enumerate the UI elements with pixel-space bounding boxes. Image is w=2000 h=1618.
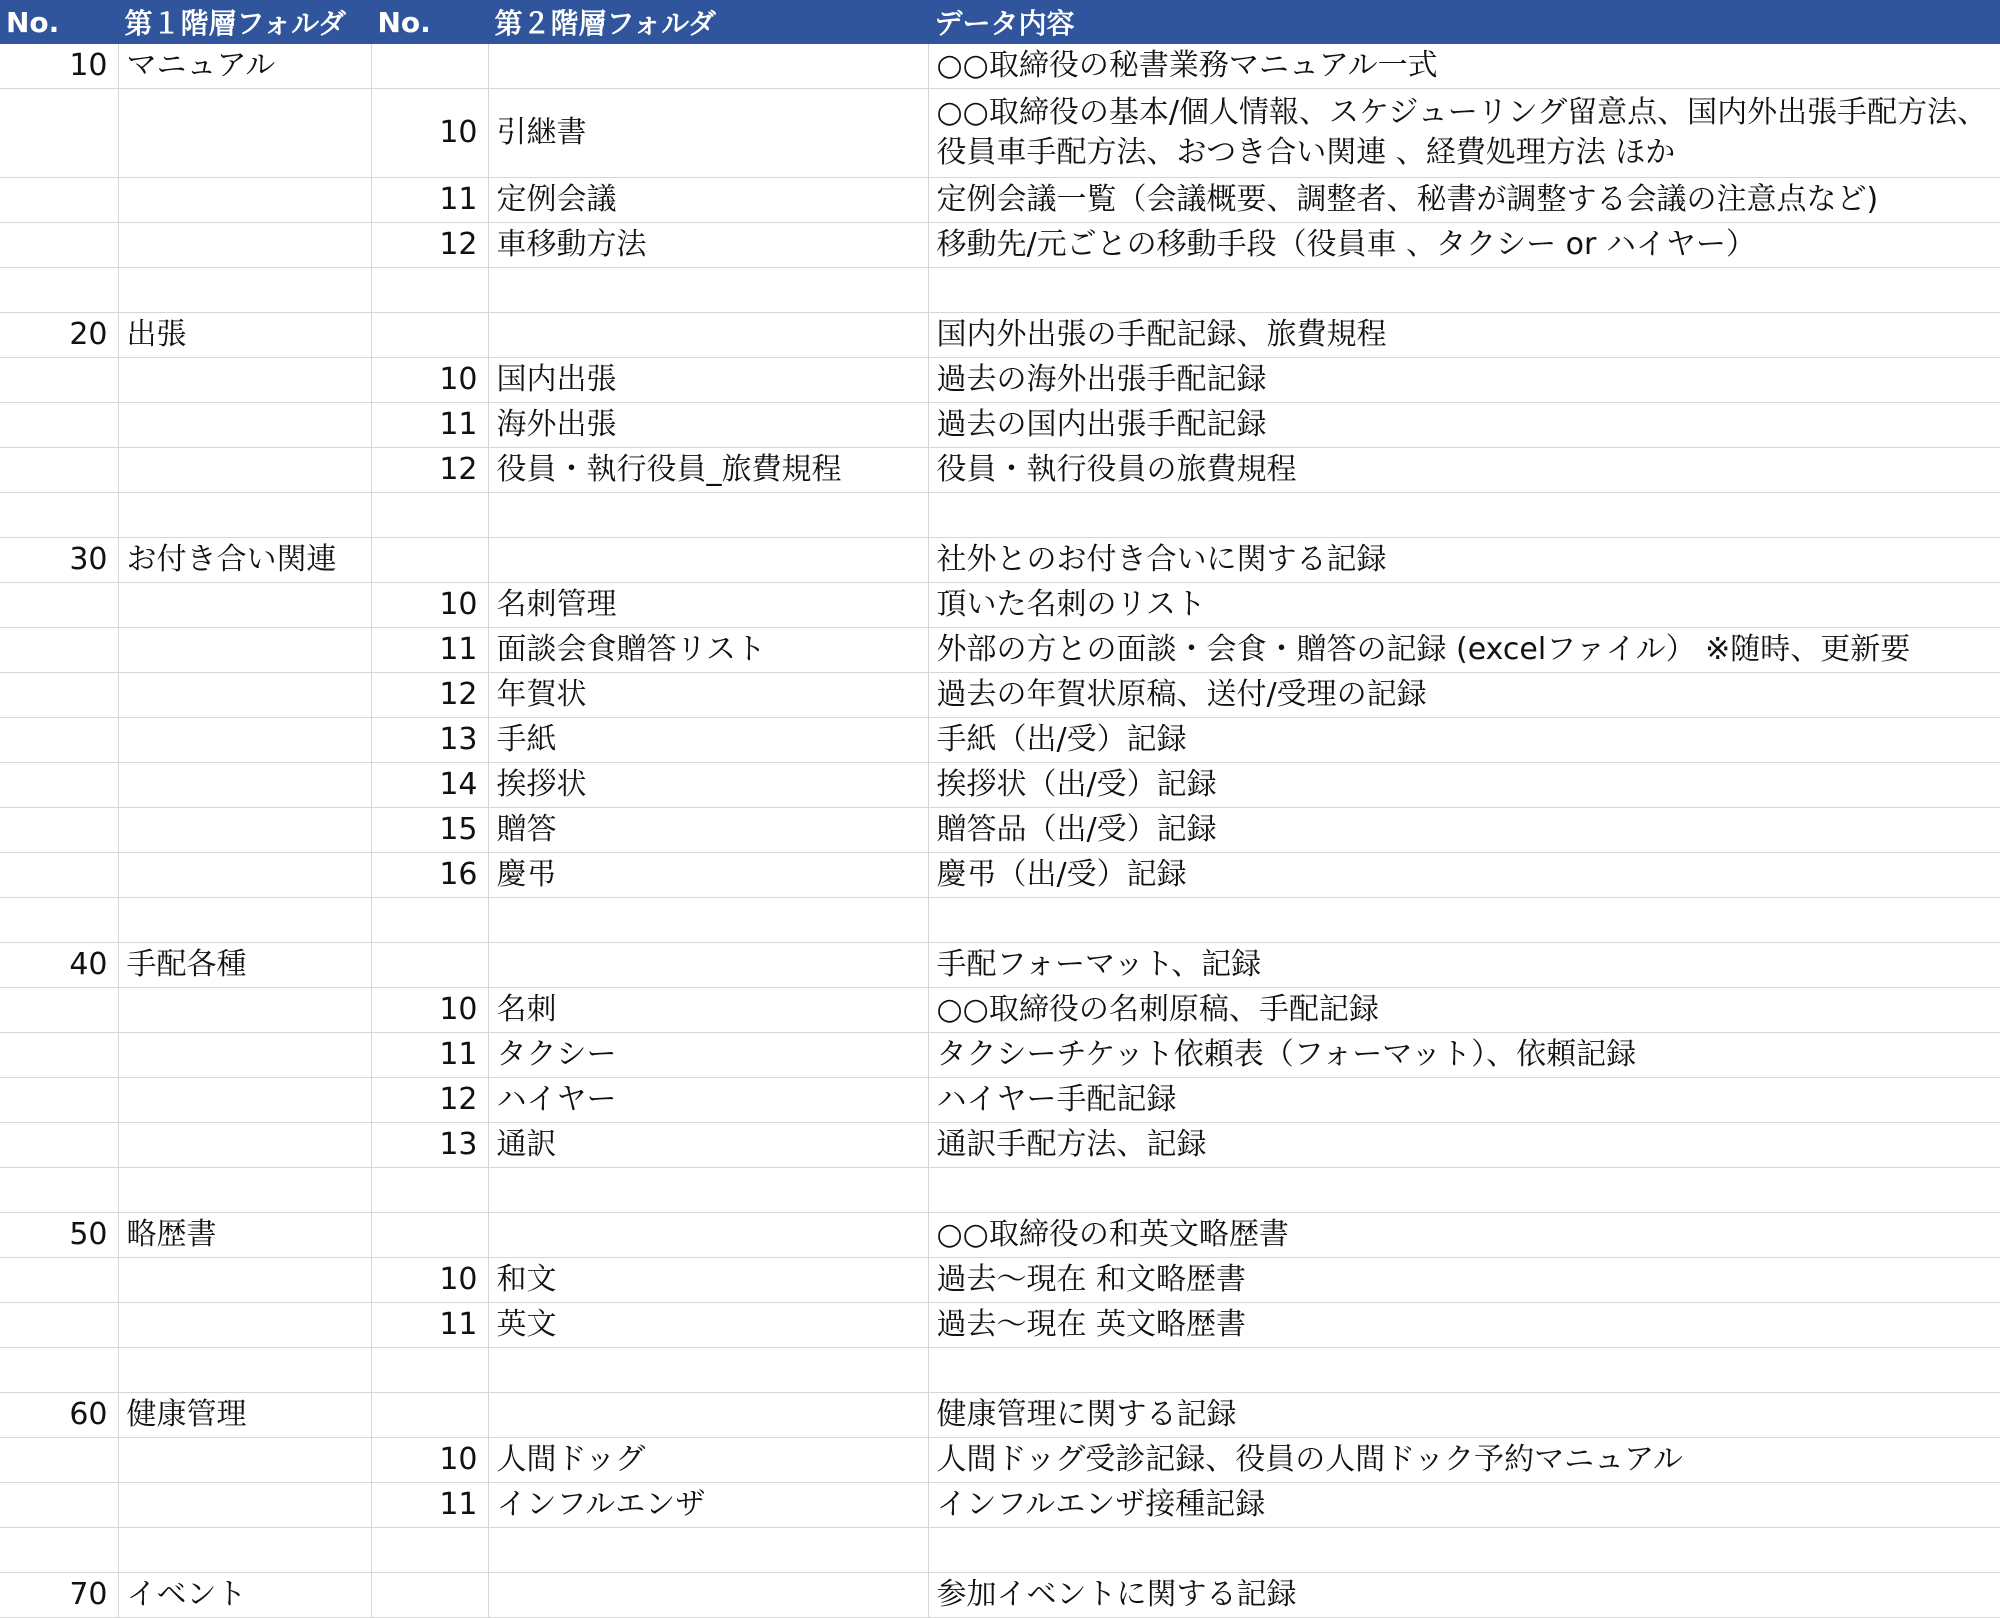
cell-no2: 11 xyxy=(371,1303,488,1348)
cell-content: 過去の国内出張手配記録 xyxy=(928,403,2000,448)
cell-no1 xyxy=(0,1078,118,1123)
table-row xyxy=(0,808,2000,853)
cell-no1 xyxy=(0,1303,118,1348)
table-row xyxy=(0,1393,2000,1438)
cell-no1 xyxy=(0,358,118,403)
table-row xyxy=(0,718,2000,763)
cell-folder2: 年賀状 xyxy=(488,673,928,718)
cell-no1 xyxy=(0,988,118,1033)
cell-folder2 xyxy=(488,493,928,538)
table-row xyxy=(0,1483,2000,1528)
table-row xyxy=(0,493,2000,538)
cell-no2: 10 xyxy=(371,583,488,628)
cell-folder2 xyxy=(488,1213,928,1258)
cell-no2: 12 xyxy=(371,673,488,718)
table-row xyxy=(0,1123,2000,1168)
cell-folder2: 車移動方法 xyxy=(488,223,928,268)
table-row xyxy=(0,988,2000,1033)
cell-folder1: 略歴書 xyxy=(118,1213,371,1258)
cell-folder1: お付き合い関連 xyxy=(118,538,371,583)
cell-folder1 xyxy=(118,178,371,223)
cell-no2: 16 xyxy=(371,853,488,898)
cell-no2 xyxy=(371,1168,488,1213)
cell-content: 移動先/元ごとの移動手段（役員車 、タクシー or ハイヤー） xyxy=(928,223,2000,268)
cell-no1: 40 xyxy=(0,943,118,988)
cell-no2 xyxy=(371,493,488,538)
table-row xyxy=(0,313,2000,358)
table-row xyxy=(0,1573,2000,1618)
cell-folder1 xyxy=(118,268,371,313)
cell-folder2: 慶弔 xyxy=(488,853,928,898)
cell-content: 贈答品（出/受）記録 xyxy=(928,808,2000,853)
cell-folder2: 国内出張 xyxy=(488,358,928,403)
cell-no2 xyxy=(371,1348,488,1393)
cell-folder1 xyxy=(118,358,371,403)
cell-content: 手配フォーマット、記録 xyxy=(928,943,2000,988)
cell-no2: 12 xyxy=(371,1078,488,1123)
cell-folder1 xyxy=(118,763,371,808)
cell-folder2: 海外出張 xyxy=(488,403,928,448)
cell-content: 参加イベントに関する記録 xyxy=(928,1573,2000,1618)
cell-no2: 12 xyxy=(371,223,488,268)
cell-content: 手紙（出/受）記録 xyxy=(928,718,2000,763)
table-row xyxy=(0,538,2000,583)
cell-no1 xyxy=(0,448,118,493)
cell-no1 xyxy=(0,178,118,223)
cell-no2 xyxy=(371,898,488,943)
cell-folder1 xyxy=(118,1033,371,1078)
cell-content: 頂いた名刺のリスト xyxy=(928,583,2000,628)
cell-content: ○○取締役の秘書業務マニュアル一式 xyxy=(928,44,2000,89)
cell-content: 外部の方との面談・会食・贈答の記録 (excelファイル） ※随時、更新要 xyxy=(928,628,2000,673)
cell-no2: 13 xyxy=(371,1123,488,1168)
cell-folder1 xyxy=(118,1528,371,1573)
cell-no2: 11 xyxy=(371,1033,488,1078)
table-row xyxy=(0,1258,2000,1303)
cell-no1 xyxy=(0,898,118,943)
cell-no1 xyxy=(0,628,118,673)
cell-no2 xyxy=(371,1213,488,1258)
cell-content: タクシーチケット依頼表（フォーマット）、依頼記録 xyxy=(928,1033,2000,1078)
table-row xyxy=(0,1438,2000,1483)
table-row xyxy=(0,1033,2000,1078)
cell-no1 xyxy=(0,493,118,538)
cell-folder1 xyxy=(118,853,371,898)
cell-content xyxy=(928,493,2000,538)
table-row xyxy=(0,1168,2000,1213)
cell-folder1 xyxy=(118,673,371,718)
table-row xyxy=(0,1213,2000,1258)
table-row xyxy=(0,44,2000,89)
cell-content: インフルエンザ接種記録 xyxy=(928,1483,2000,1528)
cell-folder2 xyxy=(488,943,928,988)
cell-folder2: 人間ドッグ xyxy=(488,1438,928,1483)
cell-content: 通訳手配方法、記録 xyxy=(928,1123,2000,1168)
cell-no2: 15 xyxy=(371,808,488,853)
cell-no1 xyxy=(0,718,118,763)
cell-folder1 xyxy=(118,1168,371,1213)
cell-content: 役員・執行役員の旅費規程 xyxy=(928,448,2000,493)
cell-content: ○○取締役の和英文略歴書 xyxy=(928,1213,2000,1258)
cell-folder2 xyxy=(488,898,928,943)
cell-folder2 xyxy=(488,44,928,89)
cell-folder2 xyxy=(488,1528,928,1573)
table-row xyxy=(0,358,2000,403)
table-row xyxy=(0,1348,2000,1393)
cell-content: 過去～現在 英文略歴書 xyxy=(928,1303,2000,1348)
cell-no2: 11 xyxy=(371,628,488,673)
cell-content xyxy=(928,1168,2000,1213)
cell-folder2: 定例会議 xyxy=(488,178,928,223)
table-row xyxy=(0,268,2000,313)
cell-content xyxy=(928,1348,2000,1393)
cell-no2: 11 xyxy=(371,178,488,223)
cell-content: ハイヤー手配記録 xyxy=(928,1078,2000,1123)
cell-folder1: 手配各種 xyxy=(118,943,371,988)
cell-content xyxy=(928,898,2000,943)
cell-no1 xyxy=(0,583,118,628)
cell-folder2: 挨拶状 xyxy=(488,763,928,808)
cell-no2: 13 xyxy=(371,718,488,763)
cell-folder2: 名刺 xyxy=(488,988,928,1033)
cell-content: 過去の年賀状原稿、送付/受理の記録 xyxy=(928,673,2000,718)
cell-no1 xyxy=(0,673,118,718)
cell-content: ○○取締役の基本/個人情報、スケジューリング留意点、国内外出張手配方法、役員車手配方法、おつき合い関連 、経費処理方法 ほか xyxy=(928,89,2000,178)
cell-folder2 xyxy=(488,1348,928,1393)
cell-folder2: 通訳 xyxy=(488,1123,928,1168)
table-body xyxy=(0,44,2000,1618)
cell-no1: 10 xyxy=(0,44,118,89)
cell-content xyxy=(928,1528,2000,1573)
cell-folder1 xyxy=(118,1258,371,1303)
cell-no1: 50 xyxy=(0,1213,118,1258)
cell-no1: 30 xyxy=(0,538,118,583)
cell-no1 xyxy=(0,1168,118,1213)
cell-no2: 11 xyxy=(371,1483,488,1528)
cell-no2: 10 xyxy=(371,1438,488,1483)
table-row xyxy=(0,628,2000,673)
header-folder1: 第１階層フォルダ xyxy=(118,0,371,44)
table-row xyxy=(0,763,2000,808)
cell-no1 xyxy=(0,1528,118,1573)
cell-no1 xyxy=(0,403,118,448)
cell-no2: 10 xyxy=(371,1258,488,1303)
cell-content: ○○取締役の名刺原稿、手配記録 xyxy=(928,988,2000,1033)
cell-folder1 xyxy=(118,1483,371,1528)
cell-no2 xyxy=(371,1393,488,1438)
cell-no1 xyxy=(0,268,118,313)
cell-folder2: ハイヤー xyxy=(488,1078,928,1123)
cell-no1: 20 xyxy=(0,313,118,358)
cell-no1 xyxy=(0,1438,118,1483)
cell-folder1 xyxy=(118,403,371,448)
cell-content: 挨拶状（出/受）記録 xyxy=(928,763,2000,808)
cell-folder1 xyxy=(118,448,371,493)
cell-no1: 60 xyxy=(0,1393,118,1438)
cell-folder2: 役員・執行役員_旅費規程 xyxy=(488,448,928,493)
table-row xyxy=(0,403,2000,448)
cell-content: 過去～現在 和文略歴書 xyxy=(928,1258,2000,1303)
cell-folder1 xyxy=(118,1303,371,1348)
cell-folder2 xyxy=(488,268,928,313)
cell-no2 xyxy=(371,268,488,313)
cell-content: 国内外出張の手配記録、旅費規程 xyxy=(928,313,2000,358)
cell-no2 xyxy=(371,1528,488,1573)
cell-no2 xyxy=(371,44,488,89)
cell-folder1 xyxy=(118,808,371,853)
cell-folder2: 面談会食贈答リスト xyxy=(488,628,928,673)
cell-content: 過去の海外出張手配記録 xyxy=(928,358,2000,403)
cell-folder2 xyxy=(488,313,928,358)
cell-no1 xyxy=(0,223,118,268)
cell-content: 定例会議一覧（会議概要、調整者、秘書が調整する会議の注意点など) xyxy=(928,178,2000,223)
cell-folder1 xyxy=(118,1078,371,1123)
cell-folder2: 手紙 xyxy=(488,718,928,763)
cell-content: 健康管理に関する記録 xyxy=(928,1393,2000,1438)
cell-no2: 10 xyxy=(371,988,488,1033)
cell-folder2 xyxy=(488,538,928,583)
cell-folder1: 出張 xyxy=(118,313,371,358)
cell-no2: 10 xyxy=(371,358,488,403)
table-row xyxy=(0,89,2000,178)
cell-no1 xyxy=(0,89,118,178)
table-row xyxy=(0,583,2000,628)
table-row xyxy=(0,223,2000,268)
cell-no1 xyxy=(0,1123,118,1168)
cell-no2: 14 xyxy=(371,763,488,808)
cell-content: 人間ドッグ受診記録、役員の人間ドック予約マニュアル xyxy=(928,1438,2000,1483)
table-row xyxy=(0,1078,2000,1123)
cell-content: 慶弔（出/受）記録 xyxy=(928,853,2000,898)
cell-folder2: 名刺管理 xyxy=(488,583,928,628)
cell-no1 xyxy=(0,1348,118,1393)
cell-folder2 xyxy=(488,1573,928,1618)
cell-no2 xyxy=(371,943,488,988)
cell-folder1: イベント xyxy=(118,1573,371,1618)
cell-no1 xyxy=(0,1483,118,1528)
cell-folder2: 引継書 xyxy=(488,89,928,178)
cell-no1 xyxy=(0,1258,118,1303)
cell-folder1: 健康管理 xyxy=(118,1393,371,1438)
cell-folder2 xyxy=(488,1393,928,1438)
table-row xyxy=(0,448,2000,493)
cell-folder1 xyxy=(118,493,371,538)
header-folder2: 第２階層フォルダ xyxy=(488,0,928,44)
cell-no1 xyxy=(0,1033,118,1078)
table-row xyxy=(0,673,2000,718)
cell-folder1 xyxy=(118,1348,371,1393)
table-row xyxy=(0,943,2000,988)
header-no2: No. xyxy=(371,0,488,44)
header-content: データ内容 xyxy=(928,0,2000,44)
cell-folder2: 和文 xyxy=(488,1258,928,1303)
cell-folder1 xyxy=(118,718,371,763)
cell-no2: 10 xyxy=(371,89,488,178)
cell-folder2 xyxy=(488,1168,928,1213)
cell-no1: 70 xyxy=(0,1573,118,1618)
cell-no2 xyxy=(371,1573,488,1618)
table-row xyxy=(0,1303,2000,1348)
cell-folder2: 英文 xyxy=(488,1303,928,1348)
table-row xyxy=(0,898,2000,943)
cell-folder2: タクシー xyxy=(488,1033,928,1078)
cell-no1 xyxy=(0,808,118,853)
table-row xyxy=(0,178,2000,223)
cell-folder2: 贈答 xyxy=(488,808,928,853)
cell-no1 xyxy=(0,763,118,808)
table-row xyxy=(0,1528,2000,1573)
cell-folder1 xyxy=(118,583,371,628)
cell-folder1 xyxy=(118,898,371,943)
cell-no2 xyxy=(371,313,488,358)
cell-no2 xyxy=(371,538,488,583)
cell-folder1: マニュアル xyxy=(118,44,371,89)
cell-folder2: インフルエンザ xyxy=(488,1483,928,1528)
cell-content: 社外とのお付き合いに関する記録 xyxy=(928,538,2000,583)
cell-content xyxy=(928,268,2000,313)
table-row xyxy=(0,853,2000,898)
cell-folder1 xyxy=(118,1438,371,1483)
cell-no2: 12 xyxy=(371,448,488,493)
header-no1: No. xyxy=(0,0,118,44)
cell-no1 xyxy=(0,853,118,898)
cell-folder1 xyxy=(118,89,371,178)
cell-folder1 xyxy=(118,223,371,268)
cell-no2: 11 xyxy=(371,403,488,448)
header-row xyxy=(0,0,2000,44)
cell-folder1 xyxy=(118,1123,371,1168)
cell-folder1 xyxy=(118,988,371,1033)
cell-folder1 xyxy=(118,628,371,673)
